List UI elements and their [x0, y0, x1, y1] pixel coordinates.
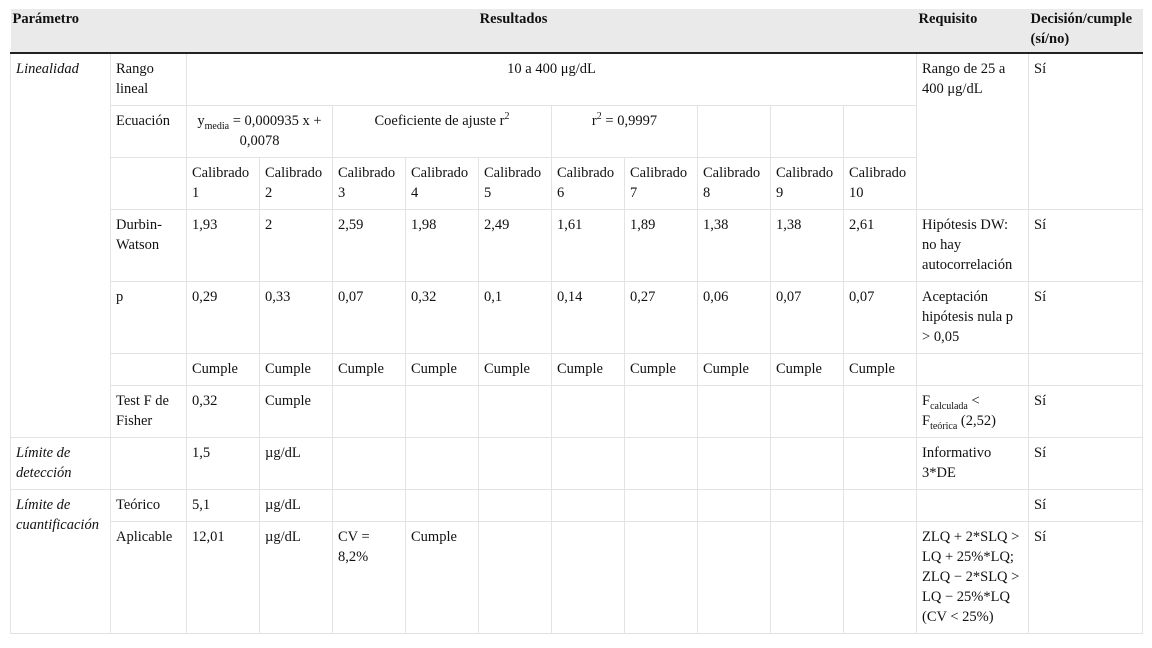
table-row [11, 53, 1143, 106]
empty-cell [333, 490, 406, 522]
empty-cell [552, 490, 625, 522]
cumple-value: Cumple [698, 354, 771, 386]
header-requisito: Requisito [917, 9, 1029, 53]
calibrado-header: Calibrado 9 [771, 158, 844, 210]
cumple-value: Cumple [552, 354, 625, 386]
empty-cell [479, 386, 552, 438]
p-value: 0,14 [552, 282, 625, 354]
cumple-value: Cumple [479, 354, 552, 386]
p-value: 0,32 [406, 282, 479, 354]
empty-cell [333, 438, 406, 490]
table-row [11, 438, 1143, 490]
empty-cell [771, 522, 844, 634]
empty-cell [917, 354, 1029, 386]
durbin-value: 2 [260, 210, 333, 282]
rango-value: 10 a 400 μg/dL [187, 53, 917, 106]
p-label: p [111, 282, 187, 354]
cumple-value: Cumple [406, 354, 479, 386]
calibrado-header: Calibrado 1 [187, 158, 260, 210]
calibrado-header: Calibrado 5 [479, 158, 552, 210]
aplicable-value: 12,01 [187, 522, 260, 634]
empty-cell [1029, 354, 1143, 386]
teorico-value: 5,1 [187, 490, 260, 522]
durbin-value: 1,98 [406, 210, 479, 282]
deteccion-requisito: Informativo 3*DE [917, 438, 1029, 490]
aplicable-unit: µg/dL [260, 522, 333, 634]
param-linealidad: Linealidad [11, 53, 111, 438]
deteccion-decision: Sí [1029, 438, 1143, 490]
empty-cell [406, 490, 479, 522]
p-value: 0,33 [260, 282, 333, 354]
durbin-value: 2,49 [479, 210, 552, 282]
validation-table-container [10, 9, 1142, 634]
p-value: 0,07 [844, 282, 917, 354]
rango-decision: Sí [1029, 53, 1143, 210]
table-row [11, 282, 1143, 354]
fisher-result: Cumple [260, 386, 333, 438]
durbin-value: 1,61 [552, 210, 625, 282]
cumple-value: Cumple [260, 354, 333, 386]
empty-cell [111, 354, 187, 386]
calibrado-header: Calibrado 8 [698, 158, 771, 210]
empty-cell [698, 386, 771, 438]
ecuacion-label: Ecuación [111, 106, 187, 158]
header-resultados: Resultados [111, 9, 917, 53]
fisher-requisito: $F_{calculada}$ < $F_{teórica}$ (2,52) [917, 386, 1029, 438]
header-decision: Decisión/cumple (sí/no) [1029, 9, 1143, 53]
cumple-value: Cumple [333, 354, 406, 386]
cumple-value: Cumple [844, 354, 917, 386]
empty-cell [111, 158, 187, 210]
empty-cell [771, 438, 844, 490]
durbin-value: 2,61 [844, 210, 917, 282]
empty-cell [625, 386, 698, 438]
empty-cell [771, 386, 844, 438]
rango-requisito: Rango de 25 a 400 μg/dL [917, 53, 1029, 210]
p-value: 0,29 [187, 282, 260, 354]
empty-cell [479, 522, 552, 634]
table-row [11, 386, 1143, 438]
aplicable-cv: CV = 8,2% [333, 522, 406, 634]
aplicable-requisito: ZLQ + 2*SLQ > LQ + 25%*LQ; ZLQ − 2*SLQ > LQ − 25%*LQ (CV < 25%) [917, 522, 1029, 634]
calibrado-header: Calibrado 6 [552, 158, 625, 210]
fisher-decision: Sí [1029, 386, 1143, 438]
rango-label: Rango lineal [111, 53, 187, 106]
teorico-unit: µg/dL [260, 490, 333, 522]
durbin-decision: Sí [1029, 210, 1143, 282]
p-value: 0,07 [771, 282, 844, 354]
cumple-value: Cumple [771, 354, 844, 386]
empty-cell [844, 438, 917, 490]
r2-value: $r^2 = 0,9997$ [552, 106, 698, 158]
empty-cell [625, 522, 698, 634]
durbin-label: Durbin-Watson [111, 210, 187, 282]
validation-table [10, 9, 1143, 634]
empty-cell [698, 490, 771, 522]
empty-cell [844, 106, 917, 158]
empty-cell [625, 438, 698, 490]
durbin-value: 1,93 [187, 210, 260, 282]
deteccion-value: 1,5 [187, 438, 260, 490]
deteccion-unit: µg/dL [260, 438, 333, 490]
empty-cell [917, 490, 1029, 522]
p-value: 0,1 [479, 282, 552, 354]
empty-cell [771, 106, 844, 158]
empty-cell [844, 522, 917, 634]
teorico-decision: Sí [1029, 490, 1143, 522]
empty-cell [479, 438, 552, 490]
durbin-value: 2,59 [333, 210, 406, 282]
aplicable-decision: Sí [1029, 522, 1143, 634]
p-decision: Sí [1029, 282, 1143, 354]
empty-cell [552, 438, 625, 490]
header-row [11, 9, 1143, 53]
p-requisito: Aceptación hipótesis nula p > 0,05 [917, 282, 1029, 354]
table-row [11, 490, 1143, 522]
table-row [11, 210, 1143, 282]
header-parametro: Parámetro [11, 9, 111, 53]
param-deteccion: Límite de detección [11, 438, 111, 490]
empty-cell [771, 490, 844, 522]
p-value: 0,06 [698, 282, 771, 354]
durbin-requisito: Hipótesis DW: no hay autocorrelación [917, 210, 1029, 282]
durbin-value: 1,89 [625, 210, 698, 282]
calibrado-header: Calibrado 2 [260, 158, 333, 210]
calibrado-header: Calibrado 3 [333, 158, 406, 210]
calibrado-header: Calibrado 7 [625, 158, 698, 210]
p-value: 0,07 [333, 282, 406, 354]
table-row [11, 522, 1143, 634]
param-cuantificacion: Límite de cuantificación [11, 490, 111, 634]
empty-cell [333, 386, 406, 438]
ecuacion-value: $y_{media} = 0,000935$ x + 0,0078 [187, 106, 333, 158]
aplicable-result: Cumple [406, 522, 479, 634]
empty-cell [698, 522, 771, 634]
fisher-value: 0,32 [187, 386, 260, 438]
calibrado-header: Calibrado 10 [844, 158, 917, 210]
p-value: 0,27 [625, 282, 698, 354]
durbin-value: 1,38 [771, 210, 844, 282]
fisher-label: Test F de Fisher [111, 386, 187, 438]
empty-cell [406, 386, 479, 438]
cumple-value: Cumple [187, 354, 260, 386]
empty-cell [625, 490, 698, 522]
teorico-label: Teórico [111, 490, 187, 522]
empty-cell [406, 438, 479, 490]
empty-cell [479, 490, 552, 522]
coef-ajuste-label: Coeficiente de ajuste $r^2$ [333, 106, 552, 158]
empty-cell [111, 438, 187, 490]
empty-cell [844, 386, 917, 438]
empty-cell [844, 490, 917, 522]
table-row [11, 354, 1143, 386]
durbin-value: 1,38 [698, 210, 771, 282]
empty-cell [552, 386, 625, 438]
cumple-value: Cumple [625, 354, 698, 386]
empty-cell [698, 438, 771, 490]
aplicable-label: Aplicable [111, 522, 187, 634]
empty-cell [552, 522, 625, 634]
empty-cell [698, 106, 771, 158]
calibrado-header: Calibrado 4 [406, 158, 479, 210]
